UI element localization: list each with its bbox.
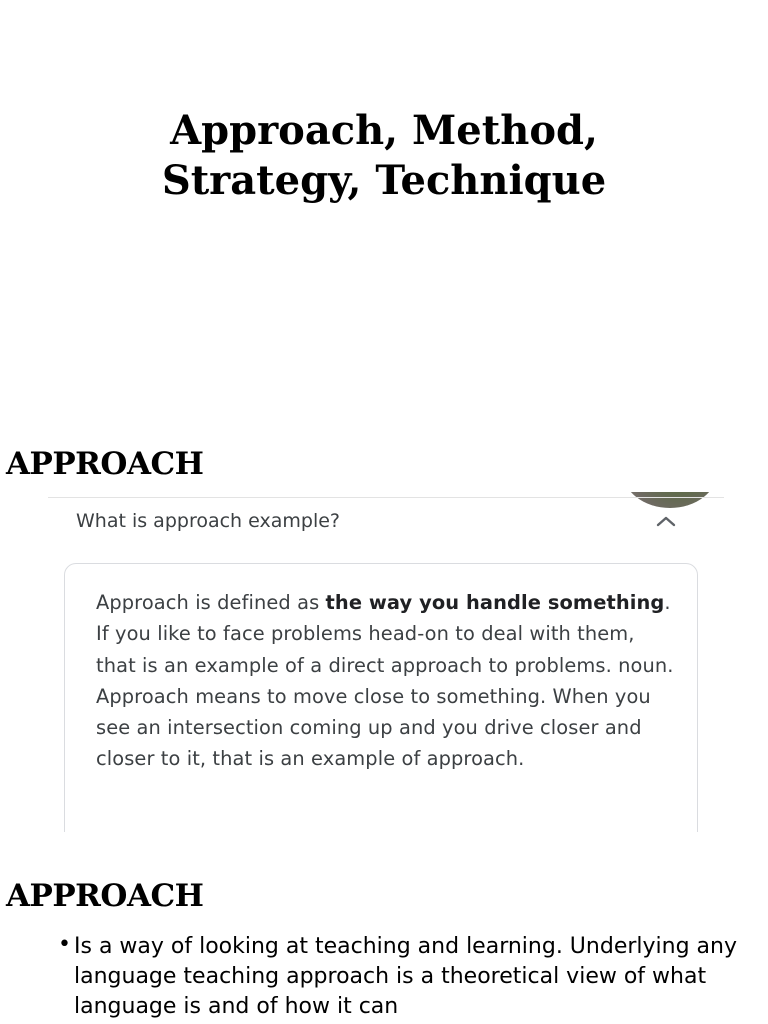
bullet-icon: • [58, 932, 71, 957]
image-thumbnail [622, 492, 718, 508]
approach-example-slide [0, 430, 768, 850]
bullet-text: Is a way of looking at teaching and learning. Underlying any language teaching approach is a theoretical view of what language is and of how it can [74, 934, 737, 1019]
answer-prefix: Approach is defined as [96, 591, 326, 614]
slide-title-line-2: Strategy, Technique [161, 157, 607, 204]
list-item [58, 932, 758, 1022]
slide-heading: APPROACH [6, 446, 204, 482]
bullet-list [58, 932, 758, 1022]
answer-rest: . If you like to face problems head-on to deal with them, that is an example of a direct approach to problems. noun. Approach means to move close to something. When you see an intersection coming up and you drive closer and closer to it, that is an example of approach. [96, 591, 674, 771]
chevron-up-icon [656, 515, 676, 527]
search-result-screenshot [48, 492, 724, 832]
answer-text [96, 587, 676, 775]
approach-definition-slide [0, 850, 768, 1024]
title-slide [0, 0, 768, 430]
answer-card [64, 563, 698, 832]
divider [48, 497, 724, 498]
slide-title-line-1: Approach, Method, [170, 107, 598, 154]
slide-title [0, 106, 768, 206]
answer-highlight: the way you handle something [325, 591, 665, 614]
faq-question: What is approach example? [76, 510, 340, 532]
slide-heading: APPROACH [6, 878, 204, 914]
